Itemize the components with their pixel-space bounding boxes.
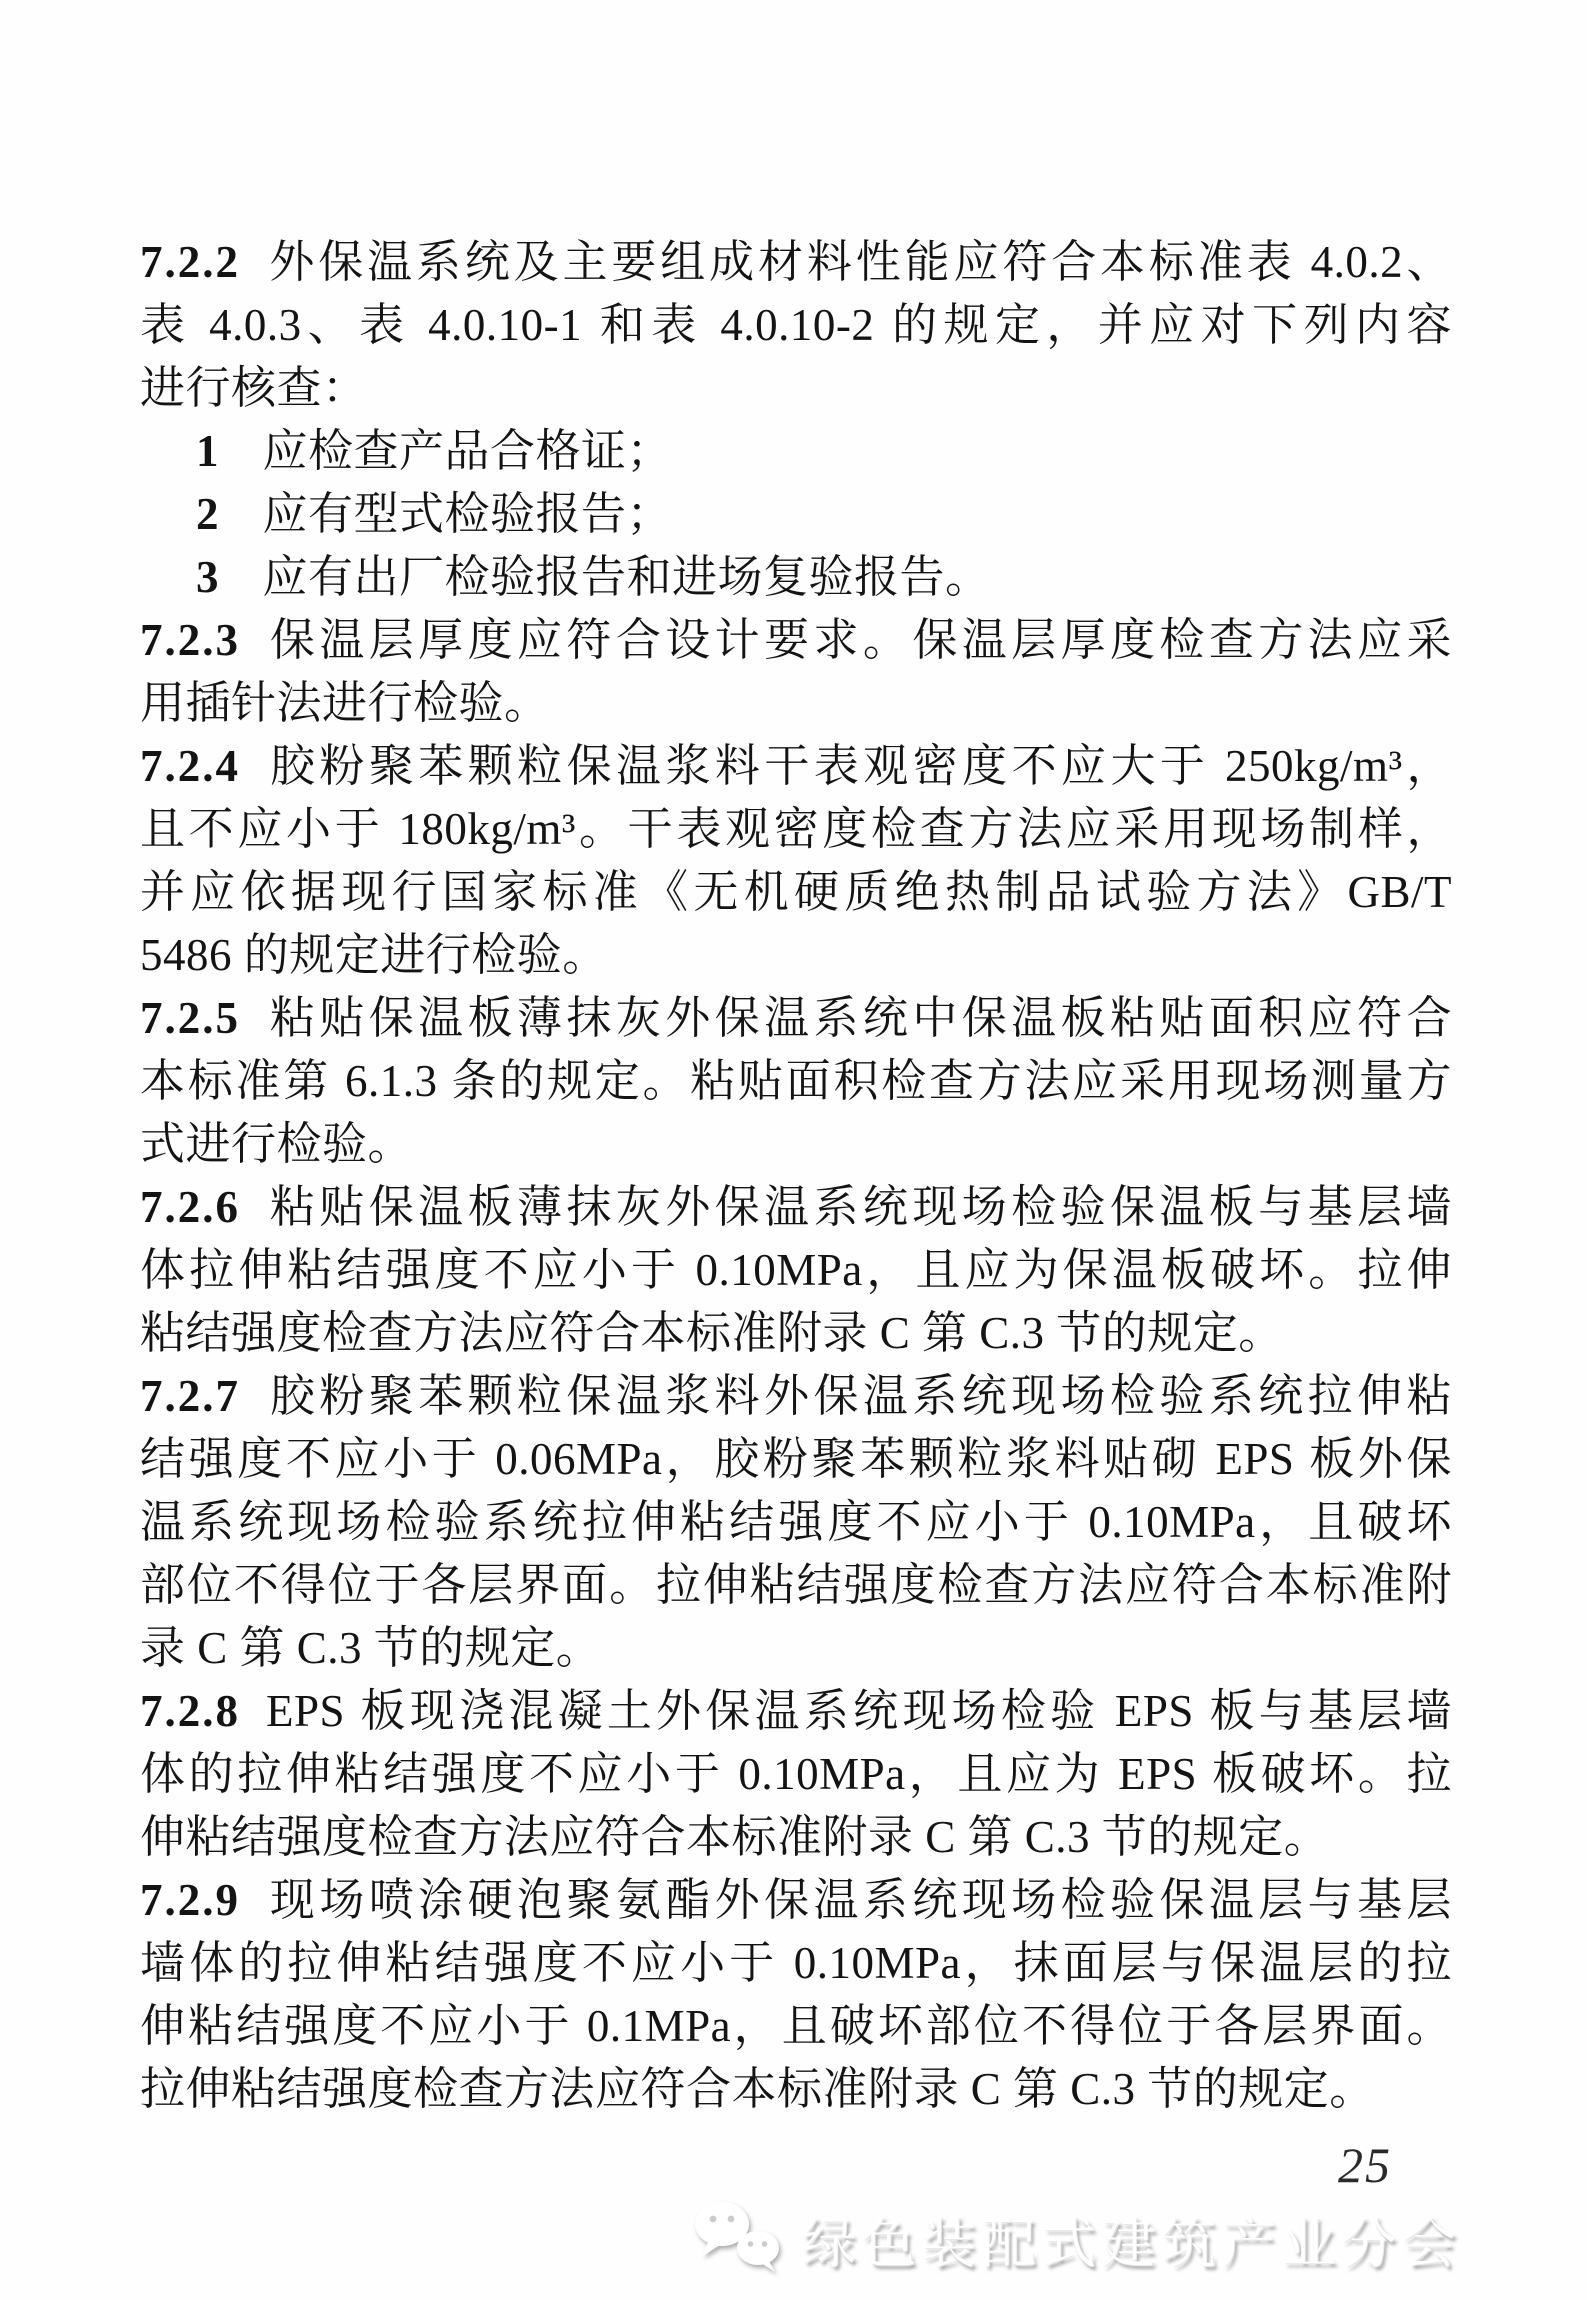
section-number: 7.2.9: [140, 1875, 240, 1925]
section-number: 7.2.3: [140, 615, 240, 665]
list-item-line: [140, 483, 1452, 546]
paragraph-line: [140, 1050, 1452, 1113]
line-text: 体的拉伸粘结强度不应小于 0.10MPa，且应为 EPS 板破坏。拉: [140, 1749, 1452, 1799]
paragraph-line: [140, 798, 1452, 861]
item-number: 1: [196, 426, 221, 476]
line-text: 伸粘结强度不应小于 0.1MPa，且破坏部位不得位于各层界面。: [140, 2001, 1452, 2051]
paragraph-line: [140, 1995, 1452, 2058]
paragraph-line: [140, 231, 1452, 294]
line-text: 外保温系统及主要组成材料性能应符合本标准表 4.0.2、: [266, 237, 1452, 287]
footer-brand: [692, 2198, 1462, 2281]
line-text: 表 4.0.3、表 4.0.10-1 和表 4.0.10-2 的规定，并应对下列内容: [140, 300, 1452, 350]
paragraph-line: [140, 1113, 1452, 1176]
line-text: 本标准第 6.1.3 条的规定。粘贴面积检查方法应采用现场测量方: [140, 1056, 1452, 1106]
line-text: 体拉伸粘结强度不应小于 0.10MPa，且应为保温板破坏。拉伸: [140, 1245, 1452, 1295]
footer-brand-text: 绿色装配式建筑产业分会: [802, 2214, 1462, 2274]
paragraph-line: [140, 1302, 1452, 1365]
line-text: 结强度不应小于 0.06MPa，胶粉聚苯颗粒浆料贴砌 EPS 板外保: [140, 1434, 1452, 1484]
line-text: 保温层厚度应符合设计要求。保温层厚度检查方法应采: [266, 615, 1452, 665]
list-item-line: [140, 546, 1452, 609]
paragraph-line: [140, 987, 1452, 1050]
line-text: 部位不得位于各层界面。拉伸粘结强度检查方法应符合本标准附: [140, 1560, 1452, 1610]
line-text: 粘贴保温板薄抹灰外保温系统中保温板粘贴面积应符合: [266, 993, 1452, 1043]
paragraph-line: [140, 2058, 1452, 2121]
section-number: 7.2.5: [140, 993, 240, 1043]
line-text: 且不应小于 180kg/m³。干表观密度检查方法应采用现场制样，: [140, 804, 1452, 854]
line-text: 录 C 第 C.3 节的规定。: [140, 1623, 602, 1673]
paragraph-line: [140, 1554, 1452, 1617]
line-text: 伸粘结强度检查方法应符合本标准附录 C 第 C.3 节的规定。: [140, 1812, 1330, 1862]
paragraph-line: [140, 1680, 1452, 1743]
page-number: 25: [1338, 2137, 1392, 2193]
paragraph-line: [140, 1617, 1452, 1680]
line-text: 现场喷涂硬泡聚氨酯外保温系统现场检验保温层与基层: [266, 1875, 1452, 1925]
section-number: 7.2.2: [140, 237, 240, 287]
line-text: 并应依据现行国家标准《无机硬质绝热制品试验方法》GB/T: [140, 867, 1452, 917]
section-number: 7.2.8: [140, 1686, 240, 1736]
paragraph-line: [140, 672, 1452, 735]
paragraph-line: [140, 1932, 1452, 1995]
paragraph-line: [140, 1491, 1452, 1554]
paragraph-line: [140, 1239, 1452, 1302]
line-text: 胶粉聚苯颗粒保温浆料干表观密度不应大于 250kg/m³，: [266, 741, 1452, 791]
paragraph-line: [140, 1176, 1452, 1239]
line-text: EPS 板现浇混凝土外保温系统现场检验 EPS 板与基层墙: [266, 1686, 1452, 1736]
line-text: 应有出厂检验报告和进场复验报告。: [262, 552, 991, 602]
line-text: 应检查产品合格证；: [262, 426, 673, 476]
item-number: 3: [196, 552, 221, 602]
paragraph-line: [140, 1743, 1452, 1806]
line-text: 进行核查：: [140, 363, 368, 413]
section-number: 7.2.4: [140, 741, 240, 791]
paragraph-line: [140, 861, 1452, 924]
section-number: 7.2.6: [140, 1182, 240, 1232]
line-text: 胶粉聚苯颗粒保温浆料外保温系统现场检验系统拉伸粘: [266, 1371, 1452, 1421]
line-text: 5486 的规定进行检验。: [140, 930, 608, 980]
line-text: 粘贴保温板薄抹灰外保温系统现场检验保温板与基层墙: [266, 1182, 1452, 1232]
paragraph-line: [140, 1806, 1452, 1869]
list-item-line: [140, 420, 1452, 483]
paragraph-line: [140, 924, 1452, 987]
paragraph-line: [140, 1365, 1452, 1428]
paragraph-line: [140, 1869, 1452, 1932]
line-text: 式进行检验。: [140, 1119, 414, 1169]
line-text: 用插针法进行检验。: [140, 678, 550, 728]
line-text: 应有型式检验报告；: [262, 489, 673, 539]
document-body: [140, 231, 1452, 2121]
paragraph-line: [140, 294, 1452, 357]
line-text: 拉伸粘结强度检查方法应符合本标准附录 C 第 C.3 节的规定。: [140, 2064, 1375, 2114]
line-text: 温系统现场检验系统拉伸粘结强度不应小于 0.10MPa，且破坏: [140, 1497, 1452, 1547]
paragraph-line: [140, 735, 1452, 798]
line-text: 墙体的拉伸粘结强度不应小于 0.10MPa，抹面层与保温层的拉: [140, 1938, 1452, 1988]
item-number: 2: [196, 489, 221, 539]
section-number: 7.2.7: [140, 1371, 240, 1421]
paragraph-line: [140, 357, 1452, 420]
wechat-icon: [692, 2198, 788, 2281]
line-text: 粘结强度检查方法应符合本标准附录 C 第 C.3 节的规定。: [140, 1308, 1284, 1358]
paragraph-line: [140, 1428, 1452, 1491]
paragraph-line: [140, 609, 1452, 672]
